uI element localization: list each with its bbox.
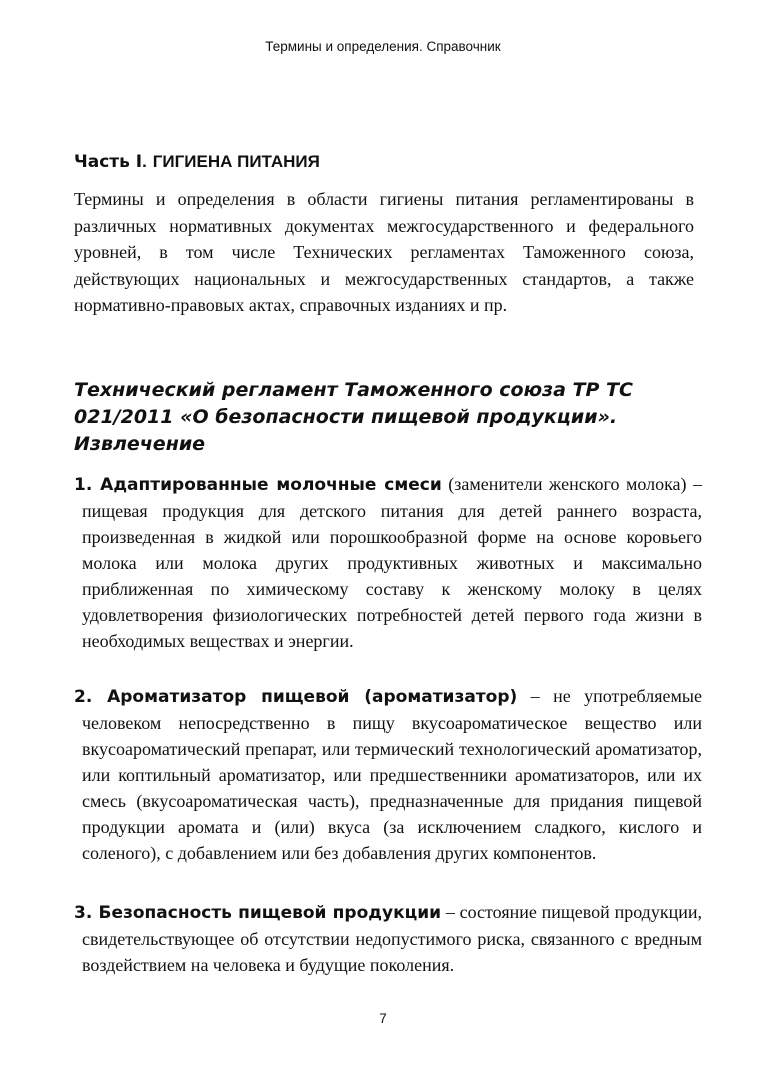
term-entry xyxy=(74,899,702,978)
term-definition: (заменители женского молока) – пищевая продукция для детского питания для детей раннего возраста, произведенная в жидкой или порошкообразной форме на основе коровьего молока или молока других продуктивных животных и максимально приближенная по химическому составу к женскому молоку в целях удовлетворения физиологических потребностей детей первого года жизни в необходимых веществах и энергии. xyxy=(82,474,702,651)
term-definition: – не употребляемые человеком непосредственно в пищу вкусоароматическое вещество или вкусоароматический препарат, или термический технологический ароматизатор, или коптильный ароматизатор, или предшественники ароматизаторов, или их смесь (вкусоароматическая часть), предназначенные для придания пищевой продукции аромата и (или) вкуса (за исключением сладкого, кислого и соленого), с добавлением или без добавления других компонентов. xyxy=(82,686,702,863)
running-head: Термины и определения. Справочник xyxy=(265,39,501,54)
part-dot: . xyxy=(142,152,147,171)
page-number: 7 xyxy=(379,1011,387,1026)
intro-paragraph: Термины и определения в области гигиены питания регламентированы в различных нормативных документах межгосударственного и федерального уровней, в том числе Технических регламентах Таможенного союза, действующих национальных и межгосударственных стандартов, а также нормативно-правовых актах, справочных изданиях и пр. xyxy=(74,189,694,316)
term-title: 1. Адаптированные молочные смеси xyxy=(74,475,442,495)
term-entry xyxy=(74,683,702,866)
term-definition: – состояние пищевой продукции, свидетельствующее об отсутствии недопустимого риска, связанного с вредным воздействием на человека и будущие поколения. xyxy=(82,902,702,975)
part-label: Часть I xyxy=(74,152,143,172)
term-entry xyxy=(74,471,702,654)
term-title: 3. Безопасность пищевой продукции xyxy=(74,903,442,923)
part-heading xyxy=(74,152,694,172)
part-title: ГИГИЕНА ПИТАНИЯ xyxy=(152,152,320,171)
section-heading: Технический регламент Таможенного союза ТР ТС 021/2011 «О безопасности пищевой продукции». Извлечение xyxy=(74,379,633,455)
term-title: 2. Ароматизатор пищевой (ароматизатор) xyxy=(74,687,518,707)
